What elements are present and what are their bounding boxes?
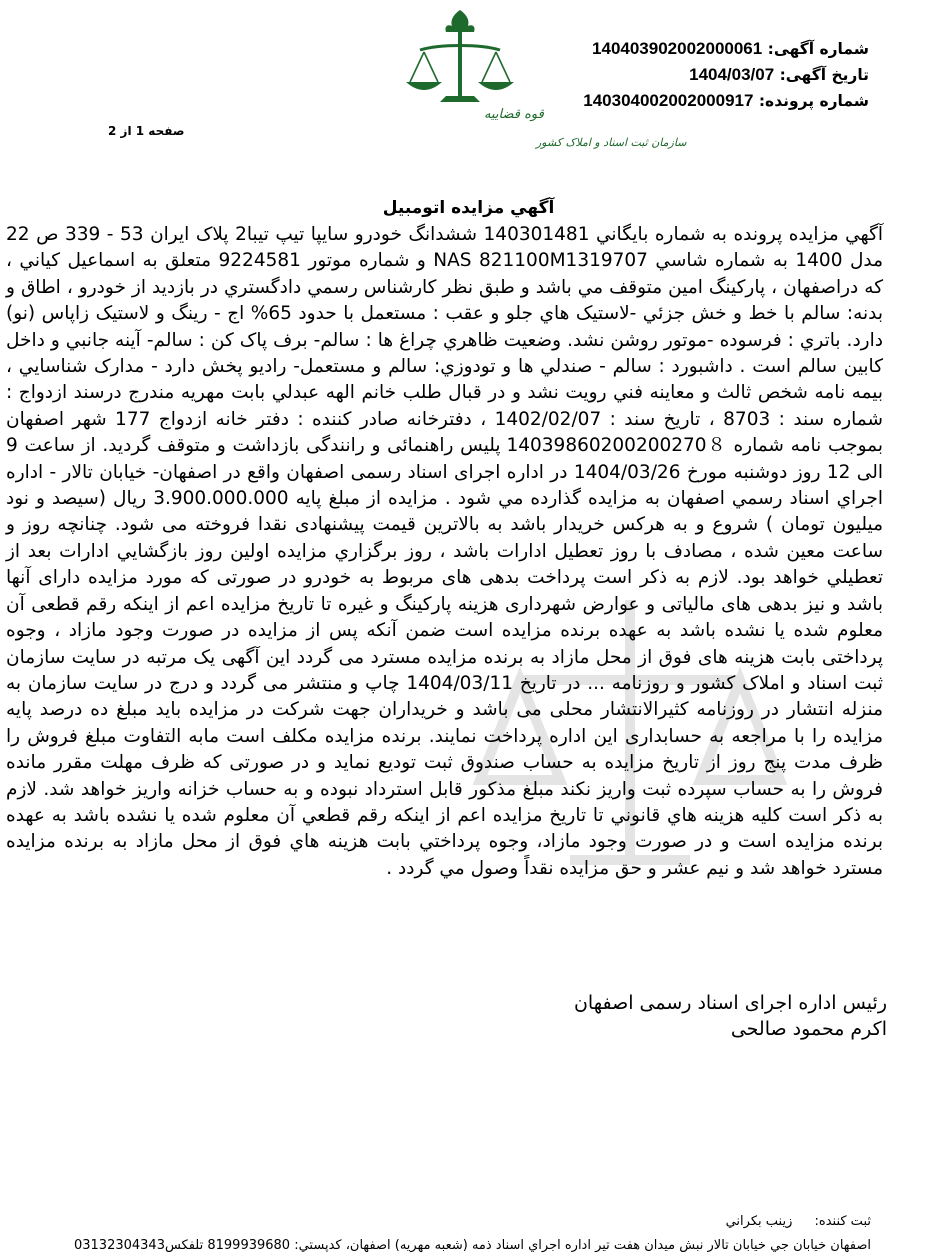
emblem-line-1: قوه قضاییه [484,107,544,122]
document-body [6,222,883,882]
notice-date-row [583,62,869,88]
signature-title: رئیس اداره اجرای اسناد رسمی اصفهان [573,992,887,1014]
registrar [726,1214,871,1229]
registrar-label: ثبت كننده: [814,1214,871,1229]
notice-meta [583,36,869,114]
notice-date: 1404/03/07 [689,65,775,84]
page-indicator: صفحه 1 از 2 [108,124,185,138]
registrar-name: زينب بكراني [725,1214,793,1229]
file-number-label: شماره پرونده: [758,92,869,110]
file-number-row [583,88,869,114]
body-text: آگهي مزايده پرونده به شماره بايگاني 140301481 ششدانگ خودرو سايپا تيپ تيبا2 پلاک ايران 53 - 339 ص 22 مدل 1400 به شماره شاسي NAS 821100M1319707 و شماره موتور 9224581 متعلق به اسماعيل کياني ، که دراصفهان ، پارکينگ امين متوقف مي باشد و طبق نظر کارشناس رسمي دادگستري در بازديد از خودرو ، اطاق و بدنه: سالم با خط و خش جزئي -لاستيک هاي جلو و عقب : مستعمل با حدود 65% اج - رينگ و لاستيک زاپاس (نو) دارد. باتري : فرسوده -موتور روشن نشد. وضعيت ظاهري چراغ ها : سالم- برف پاک کن : سالم- آينه جانبي و داخل کابين سالم است . داشبورد : سالم - صندلي ها و تودوزي: سالم و مستعمل- راديو پخش دارد - مدارک شناسايي ، بيمه نامه شخص ثالث و معاينه فني رويت نشد و در قبال طلب خانم الهه عبدلي بابت مهريه مندرج درسند ازدواج : شماره سند : 8703 ، تاريخ سند : 1402/02/07 ، دفترخانه صادر کننده : دفتر خانه ازدواج 177 شهر اصفهان بموجب نامه شماره 14039860200200270８ پليس راهنمائی و رانندگی بازداشت و متوقف گرديد. از ساعت 9 الی 12 روز دوشنبه مورخ 1404/03/26 در اداره اجرای اسناد رسمی اصفهان واقع در اصفهان- خيابان تالار - اداره اجراي اسناد رسمي اصفهان به مزايده گذارده مي شود . مزايده از مبلغ پايه 3.900.000.000 ريال (سيصد و نود ميليون تومان ) شروع و به هرکس خريدار باشد به بالاترين قيمت پيشنهادی نقدا فروخته می شود. چنانچه روز و ساعت معين شده ، مصادف با روز تعطيل ادارات باشد ، روز برگزاري مزايده اولين روز بازگشايي ادارات بعد از تعطيلي خواهد بود. لازم به ذکر است پرداخت بدهی های مربوط به خودرو در صورتی که مورد مزايده دارای آنها باشد و نيز بدهی های مالياتی و عوارض شهرداری هزينه پارکينگ و غيره تا تاريخ مزايده اعم از اينکه رقم قطعی آن معلوم شده يا نشده باشد به عهده برنده مزايده است ضمن آنکه پس از مزايده در صورت وجود مازاد ، وجوه پرداختی بابت هزينه های فوق از محل مازاد به برنده مزايده مسترد می گردد اين آگهی يک مرتبه در سايت سازمان ثبت اسناد و املاک کشور و روزنامه ... در تاريخ 1404/03/11 چاپ و منتشر می گردد و درج در سايت سازمان به منزله انتشار در روزنامه کثيرالانتشار محلی می باشد و خريداران جهت شرکت در مزايده بايد مبلغ ده درصد پايه مزايده را با مراجعه به حسابداری اين اداره پرداخت نمايند. برنده مزايده مکلف است مابه التفاوت مبلغ فروش را ظرف مدت پنج روز از تاريخ مزايده به حساب صندوق ثبت توديع نمايد و در صورتی که ظرف مهلت مقرر مانده فروش را به حساب سپرده ثبت واريز نکند مبلغ مذکور قابل استرداد نبوده و به حساب خزانه واريز خواهد شد. لازم به ذکر است کليه هزينه هاي قانوني تا تاريخ مزايده اعم از اينکه رقم قطعي آن معلوم شده يا نشده باشد به عهده برنده مزايده است و در صورت وجود مازاد، وجوه پرداختي بابت هزينه هاي فوق از محل مازاد به برنده مزايده مسترد خواهد شد و نيم عشر و حق مزايده نقداً وصول مي گردد . [6,224,884,879]
notice-date-label: تاریخ آگهی: [779,66,869,84]
notice-number-row [583,36,869,62]
document-title: آگهي مزايده اتومبيل [382,198,555,218]
signature-name: اکرم محمود صالحی [730,1018,887,1040]
emblem-line-2: سازمان ثبت اسناد و املاک کشور [536,136,687,149]
notice-number-label: شماره آگهی: [767,40,869,58]
file-number: 140304002002000917 [583,91,754,110]
notice-number: 140403902002000061 [592,39,763,58]
signature-block [574,990,887,1042]
footer-address: اصفهان خيابان جي خيابان تالار نبش ميدان هفت تير اداره اجراي اسناد ذمه (شعبه مهريه) اصفهان، كدپستي: 8199939680 تلفكس03132304343 [73,1238,871,1253]
